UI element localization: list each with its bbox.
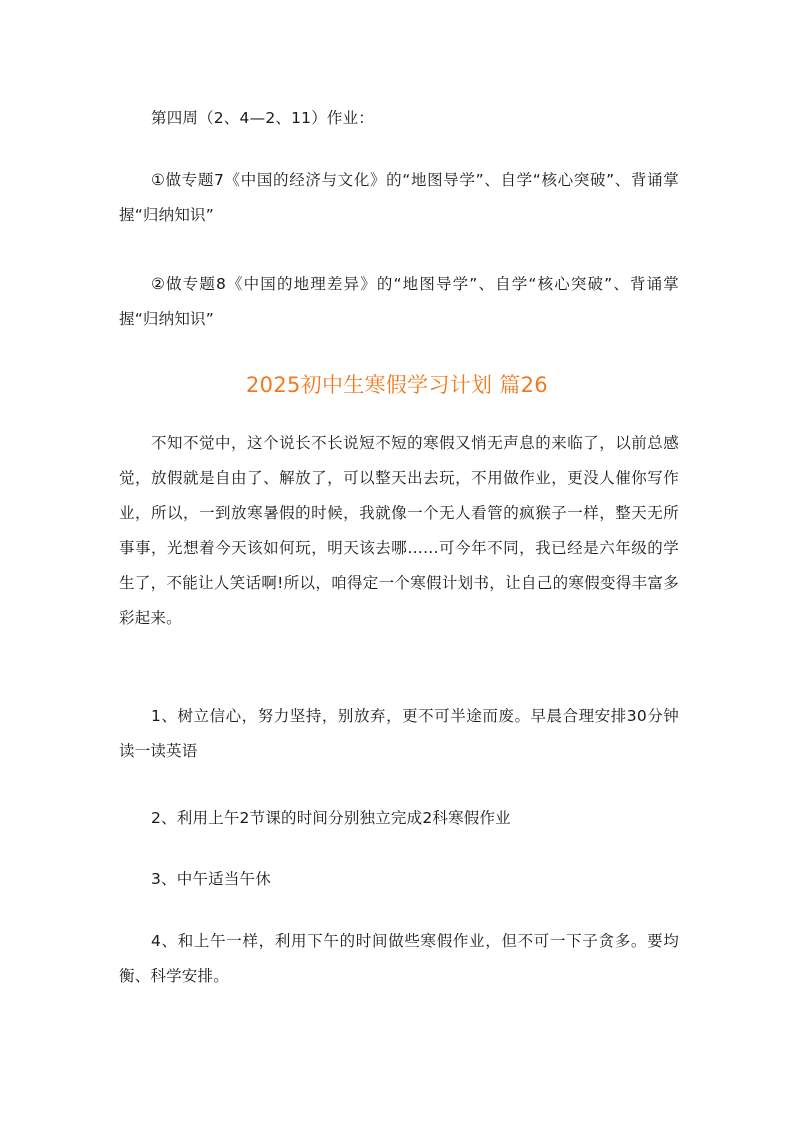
plan-point-1: 1、树立信心，努力坚持，别放弃，更不可半途而废。早晨合理安排30分钟读一读英语 (119, 707, 679, 760)
plan-point-4: 4、和上午一样，利用下午的时间做些寒假作业，但不可一下子贪多。要均衡、科学安排。 (119, 932, 679, 985)
article-title: 2025初中生寒假学习计划 篇26 (246, 373, 548, 397)
article-intro: 不知不觉中，这个说长不长说短不短的寒假又悄无声息的来临了，以前总感觉，放假就是自由了、解放了，可以整天出去玩，不用做作业，更没人催你写作业，所以，一到放寒暑假的时候，我就像一个无人看管的疯猴子一样，整天无所事事，光想着今天该如何玩，明天该去哪……可今年不同，我已经是六年级的学生了，不能让人笑话啊!所以，咱得定一个寒假计划书，让自己的寒假变得丰富多彩起来。 (119, 434, 679, 627)
week4-item-1: ①做专题7《中国的经济与文化》的“地图导学”、自学“核心突破”、背诵掌握“归纳知识” (119, 171, 679, 224)
week4-item-2: ②做专题8《中国的地理差异》的“地图导学”、自学“核心突破”、背诵掌握“归纳知识” (119, 275, 679, 328)
week4-heading: 第四周（2、4—2、11）作业： (151, 109, 375, 127)
plan-point-2: 2、利用上午2节课的时间分别独立完成2科寒假作业 (151, 809, 511, 827)
plan-point-3: 3、中午适当午休 (151, 870, 271, 888)
